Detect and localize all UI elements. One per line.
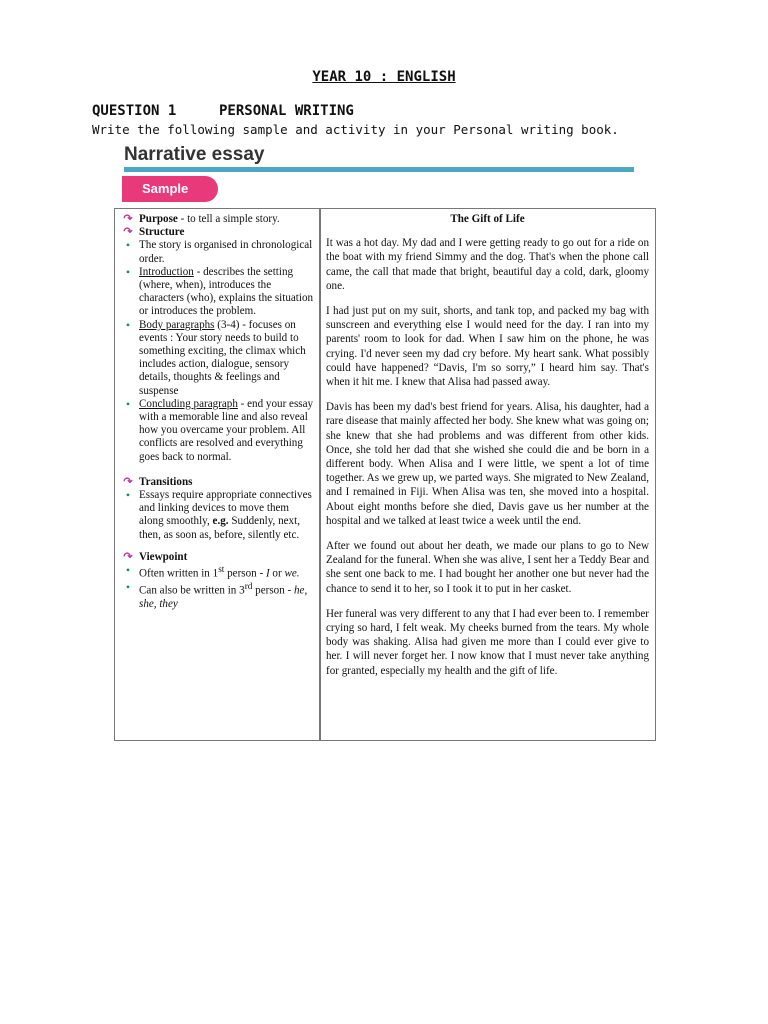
purpose-item (118, 213, 315, 226)
viewpoint-heading (118, 551, 315, 564)
viewpoint-first-person-item (118, 564, 315, 581)
dot-bullet-icon: • (125, 264, 131, 279)
story-paragraph: It was a hot day. My dad and I were getting ready to go out for a ride on the boat with my friend Simmy and the dog. That's when the phone call came, the call that made that bright, beautiful day a cold, dark, gloomy one. (326, 237, 649, 292)
arrow-bullet-icon: ↷ (123, 226, 133, 239)
arrow-bullet-icon: ↷ (123, 550, 133, 563)
heading-rule (124, 167, 634, 172)
viewpoint-label: Viewpoint (139, 550, 188, 563)
introduction-item (118, 266, 315, 319)
story-paragraph: Her funeral was very different to any that I had ever been to. I remember crying so hard, I felt weak. My cheeks burned from the tears. My whole body was shaking. Alisa had given me more than I could ever give to her. I will never forget her. I now know that I must never take anything for granted, especially my health and the gift of life. (326, 607, 649, 677)
transitions-text-a: Essays require appropriate connectives and linking devices to move them along smoothly, (139, 489, 312, 528)
body-paragraphs-label: Body paragraphs (139, 318, 215, 331)
document-title (0, 69, 768, 85)
viewpoint-third-text: Can also be written in 3 (139, 584, 245, 597)
body-paragraphs-item (118, 319, 315, 398)
transitions-item (118, 489, 315, 542)
structure-chronology-item (118, 239, 315, 265)
introduction-text: - describes the setting (where, when), introduces the characters (who), explains the situation or introduces the problem. (139, 265, 314, 318)
viewpoint-first-or: or (269, 567, 285, 580)
story-title: The Gift of Life (450, 213, 525, 225)
question-heading (92, 103, 354, 119)
purpose-label: Purpose (139, 213, 178, 225)
viewpoint-first-pronoun-i: I (265, 567, 270, 580)
transitions-label: Transitions (139, 475, 193, 488)
viewpoint-third-sup: rd (244, 581, 253, 592)
arrow-bullet-icon: ↷ (123, 213, 133, 225)
dot-bullet-icon: • (125, 579, 131, 594)
introduction-label: Introduction (139, 265, 194, 278)
dot-bullet-icon: • (125, 396, 131, 411)
viewpoint-third-pronouns: he, she, they (139, 584, 308, 610)
concluding-text: - end your essay with a memorable line and also reveal how you overcame your problem. All conflicts are resolved and everything goes back to normal. (139, 397, 314, 463)
dot-bullet-icon: • (125, 488, 131, 503)
document-title-text: YEAR 10 : ENGLISH (312, 69, 456, 85)
concluding-label: Concluding paragraph (139, 397, 238, 410)
sample-table (114, 208, 656, 741)
viewpoint-first-person-word: person - (224, 567, 266, 580)
viewpoint-first-text: Often written in 1 (139, 567, 219, 580)
question-number: QUESTION 1 (92, 103, 177, 119)
story-column (321, 209, 655, 740)
story-paragraph: After we found out about her death, we made our plans to go to New Zealand for the funeral. When she was alive, I sent her a Teddy Bear and she sent one back to me. I had bought her another one but never had the chance to send it to her, so I took it to put in her casket. (326, 540, 649, 595)
viewpoint-first-sup: st (218, 565, 225, 576)
viewpoint-first-pronoun-we: we. (284, 567, 300, 580)
purpose-text: - to tell a simple story. (177, 213, 280, 225)
story-paragraph: Davis has been my dad's best friend for years. Alisa, his daughter, had a rare disease that mainly affected her body. She knew what was going on; she knew that she had problems and was different from other kids. Once, she told her dad that she wished she could die and be born in a different body. When Alisa and I were little, we spent a lot of time together. As we grew up, we parted ways. She migrated to New Zealand, and I remained in Fiji. When Alisa was ten, she moved into a hospital. About eight months before she died, Davis gave us her number at the hospital and we talked at least twice a week until the end. (326, 401, 649, 527)
viewpoint-third-person-word: person - (252, 584, 294, 597)
dot-bullet-icon: • (125, 317, 131, 332)
structure-notes-column (115, 209, 319, 740)
question-topic: PERSONAL WRITING (219, 103, 354, 119)
essay-heading: Narrative essay (124, 144, 265, 165)
arrow-bullet-icon: ↷ (123, 475, 133, 488)
sample-tab: Sample (122, 176, 218, 202)
body-paragraphs-text: (3-4) - focuses on events : Your story needs to build to something exciting, the climax which includes action, dialogue, sensory details, thoughts & feelings and suspense (139, 318, 306, 397)
transitions-eg: e.g. (212, 515, 229, 528)
concluding-paragraph-item (118, 398, 315, 464)
story-paragraph: I had just put on my suit, shorts, and tank top, and packed my bag with sunscreen and everything else I would need for the day. I ran into my parents' room to look for dad. When I saw him on the phone, he was crying. I'd never seen my dad cry before. My heart sank. What possibly could have happened? “Davis, I'm so sorry,” I heard him say. That's when it hit me. I knew that Alisa had passed away. (326, 305, 649, 389)
transitions-text-b: Suddenly, next, then, as soon as, before, silently etc. (139, 515, 300, 541)
dot-bullet-icon: • (125, 563, 131, 578)
structure-chrono-text: The story is organised in chronological order. (139, 239, 313, 265)
viewpoint-third-person-item (118, 581, 315, 611)
dot-bullet-icon: • (125, 238, 131, 253)
question-instruction: Write the following sample and activity in your Personal writing book. (92, 122, 619, 137)
structure-label: Structure (139, 226, 185, 239)
transitions-heading (118, 476, 315, 489)
structure-heading (118, 226, 315, 239)
